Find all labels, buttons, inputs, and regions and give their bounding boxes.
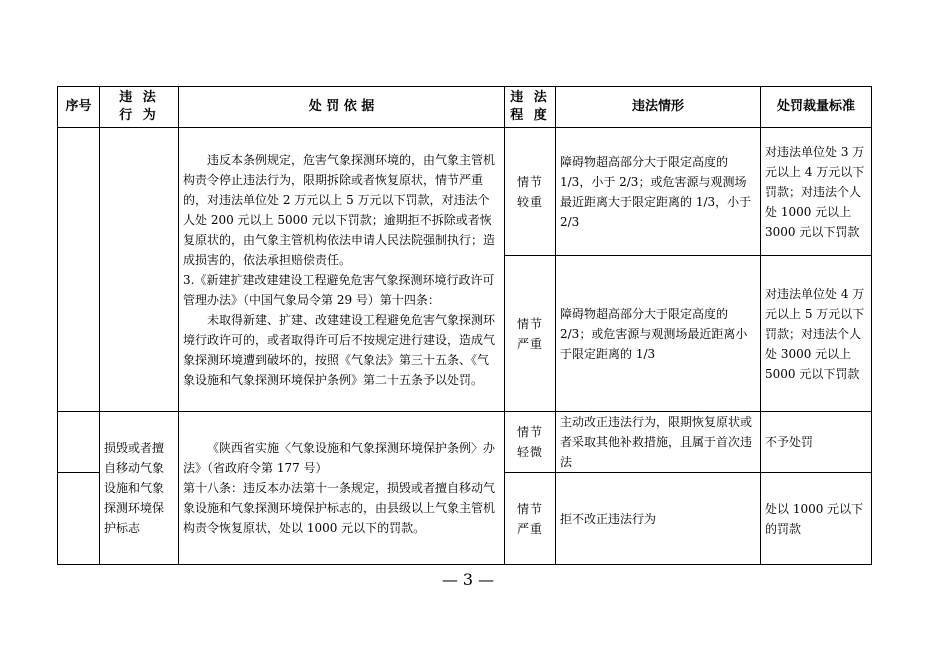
standard-cell: 处以 1000 元以下的罚款 (761, 473, 872, 565)
header-violation: 违 法 行 为 (100, 87, 179, 128)
basis-paragraph: 《陕西省实施〈气象设施和气象探测环境保护条例〉办法》（省政府令第 177 号） (183, 441, 496, 475)
seq-cell (58, 412, 100, 473)
severity-cell: 情节 严重 (505, 256, 556, 412)
standard-cell: 不予处罚 (761, 412, 872, 473)
situation-cell: 障碍物超高部分大于限定高度的 1/3，小于 2/3；或危害源与观测场最近距离大于限定距离的 1/3，小于 2/3 (556, 128, 761, 256)
standard-cell: 对违法单位处 3 万元以上 4 万元以下罚款；对违法个人处 1000 元以上 3000 元以下罚款 (761, 128, 872, 256)
header-standard: 处罚裁量标准 (761, 87, 872, 128)
basis-paragraph: 第十八条：违反本办法第十一条规定，损毁或者擅自移动气象设施和气象探测环境保护标志的，由县级以上气象主管机构责令恢复原状，处以 1000 元以下的罚款。 (183, 481, 496, 535)
basis-cell (179, 128, 505, 412)
violation-cell: 损毁或者擅自移动气象设施和气象探测环境保护标志 (100, 412, 179, 565)
header-row (58, 87, 872, 128)
basis-paragraph: 未取得新建、扩建、改建建设工程避免危害气象探测环境行政许可的，或者取得许可后不按规定进行建设，造成气象探测环境遭到破坏的，按照《气象法》第三十五条、《气象设施和气象探测环境保护条例》第二十五条予以处罚。 (183, 312, 496, 387)
severity-cell: 情节 严重 (505, 473, 556, 565)
situation-cell: 拒不改正违法行为 (556, 473, 761, 565)
standard-cell: 对违法单位处 4 万元以上 5 万元以下罚款；对违法个人处 3000 元以上 5000 元以下罚款 (761, 256, 872, 412)
severity-cell: 情节 较重 (505, 128, 556, 256)
table-row (58, 128, 872, 256)
penalty-table (57, 86, 872, 565)
violation-cell (100, 128, 179, 412)
header-situation: 违法情形 (556, 87, 761, 128)
situation-cell: 主动改正违法行为，限期恢复原状或者采取其他补救措施，且属于首次违法 (556, 412, 761, 473)
header-seq: 序号 (58, 87, 100, 128)
situation-cell: 障碍物超高部分大于限定高度的 2/3；或危害源与观测场最近距离小于限定距离的 1/3 (556, 256, 761, 412)
basis-cell (179, 412, 505, 565)
table-row (58, 412, 872, 473)
severity-cell: 情节 轻微 (505, 412, 556, 473)
basis-paragraph: 3.《新建扩建改建建设工程避免危害气象探测环境行政许可管理办法》（中国气象局令第 29 号）第十四条： (183, 272, 495, 307)
header-basis: 处 罚 依 据 (179, 87, 505, 128)
basis-paragraph: 违反本条例规定，危害气象探测环境的，由气象主管机构责令停止违法行为，限期拆除或者恢复原状，情节严重的，对违法单位处 2 万元以上 5 万元以下罚款，对违法个人处 200 元以上 5000 元以下罚款；逾期拒不拆除或者恢复原状的，由气象主管机构依法申请人民法院强制执行；造成损害的，依法承担赔偿责任。 (183, 152, 496, 267)
seq-cell (58, 128, 100, 412)
seq-cell (58, 473, 100, 565)
page-number: — 3 — (441, 570, 495, 589)
header-severity: 违 法 程 度 (505, 87, 556, 128)
